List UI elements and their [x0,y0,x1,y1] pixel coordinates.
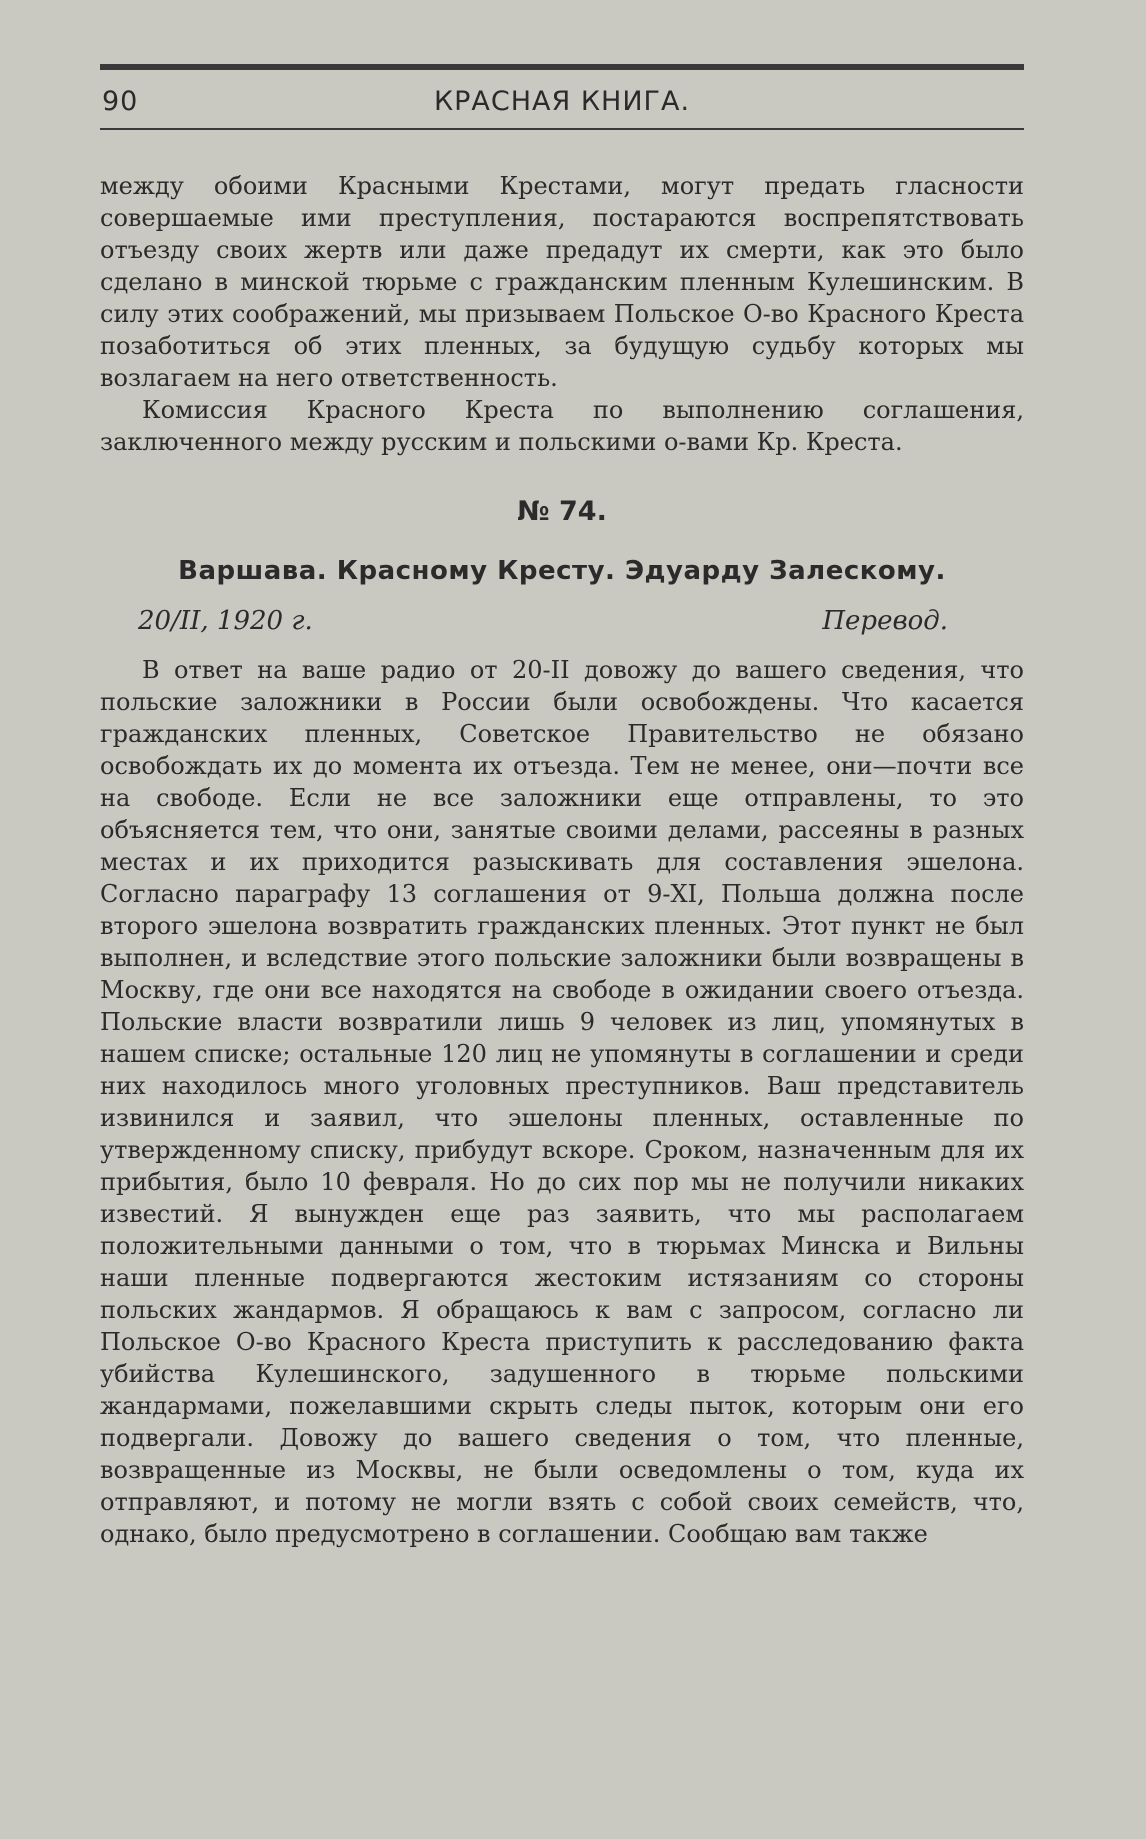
running-title: КРАСНАЯ КНИГА. [433,86,691,117]
paragraph-continuation: между обоими Красными Крестами, могут предать гласности совершаемые ими преступления, постараются воспрепятствовать отъезду своих жертв или даже предадут их смерти, как это было сделано в минской тюрьме с гражданским пленным Кулешинским. В силу этих соображений, мы призываем Польское О-во Красного Креста позаботиться об этих пленных, за будущую судьбу которых мы возлагаем на него ответственность. [100,172,1024,392]
document-heading: Варшава. Красному Кресту. Эдуарду Залескому. [178,556,946,586]
document-body: В ответ на ваше радио от 20-II довожу до вашего сведения, что польские заложники в России были освобождены. Что касается гражданских пленных, Советское Правительство не обязано освобождать их до момента их отъезда. Тем не менее, они—почти все на свободе. Если не все заложники еще отправлены, то это объясняется тем, что они, занятые своими делами, рассеяны в разных местах и их приходится разыскивать для составления эшелона. Согласно параграфу 13 соглашения от 9-XI, Польша должна после второго эшелона возвратить гражданских пленных. Этот пункт не был выполнен, и вследствие этого польские заложники были возвращены в Москву, где они все находятся на свободе в ожидании своего отъезда. Польские власти возвратили лишь 9 человек из лиц, упомянутых в нашем списке; остальные 120 лиц не упомянуты в соглашении и среди них находилось много уголовных преступников. Ваш представитель извинился и заявил, что эшелоны пленных, оставленные по утвержденному списку, прибудут вскоре. Сроком, назначенным для их прибытия, было 10 февраля. Но до сих пор мы не получили никаких известий. Я вынужден еще раз заявить, что мы располагаем положительными данными о том, что в тюрьмах Минска и Вильны наши пленные подвергаются жестоким истязаниям со стороны польских жандармов. Я обращаюсь к вам с запросом, согласно ли Польское О-во Красного Креста приступить к расследованию факта убийства Кулешинского, задушенного в тюрьме польскими жандармами, пожелавшими скрыть следы пыток, которым они его подвергали. Довожу до вашего сведения о том, что пленные, возвращенные из Москвы, не были осведомлены о том, куда их отправляют, и потому не могли взять с собой своих семейств, что, однако, было предусмотрено в соглашении. Сообщаю вам также [100,656,1024,1548]
page-number: 90 [102,86,139,117]
text-block-top [100,170,1024,458]
top-rule [100,64,1024,70]
page-header [100,86,1024,122]
text-block-document [100,654,1024,1550]
translation-note: Перевод. [822,606,948,636]
paragraph-signature: Комиссия Красного Креста по выполнению соглашения, заключенного между русским и польскими о-вами Кр. Креста. [100,396,1024,456]
header-rule [100,128,1024,130]
document-number: № 74. [517,496,607,527]
document-date: 20/II, 1920 г. [138,606,313,636]
